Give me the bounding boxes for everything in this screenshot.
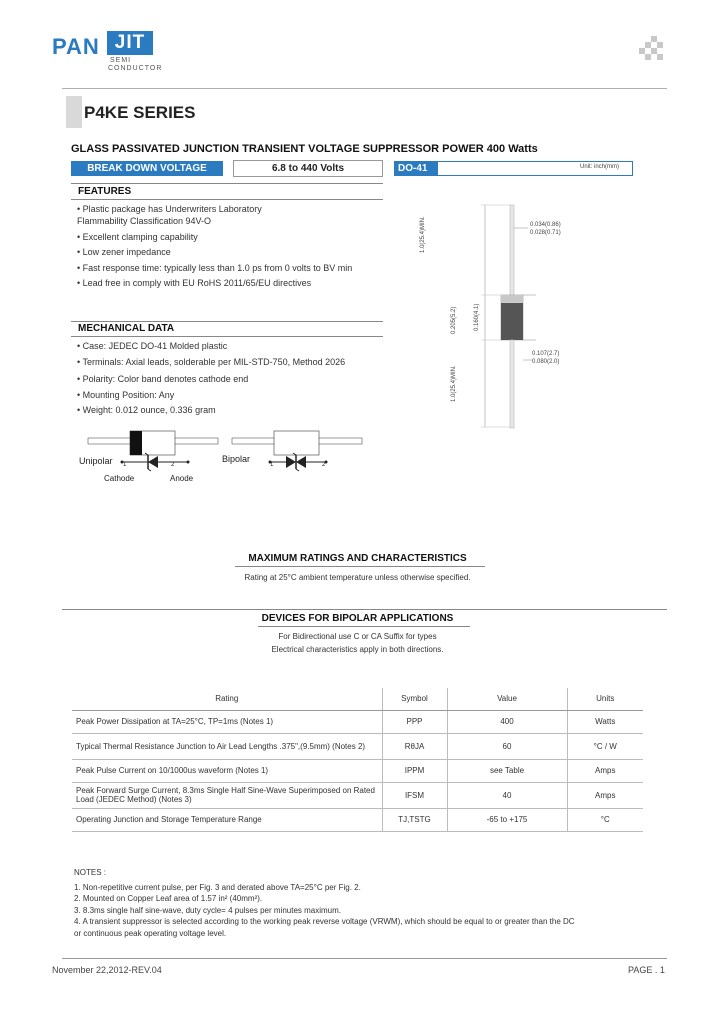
rating-cell: Peak Forward Surge Current, 8.3ms Single Half Sine-Wave Superimposed on Rated Load (JEDEC Method) (Notes 3) bbox=[72, 782, 382, 808]
unit-note: Unit: inch(mm) bbox=[580, 164, 620, 170]
mechanical-rule-top bbox=[71, 321, 383, 322]
table-row bbox=[72, 710, 643, 733]
mechanical-item: • Weight: 0.012 ounce, 0.336 gram bbox=[77, 405, 216, 415]
rating-cell: Peak Power Dissipation at TA=25°C, TP=1ms (Notes 1) bbox=[72, 710, 382, 733]
pin-1b-label: 1 bbox=[270, 462, 274, 468]
value-cell: 60 bbox=[447, 733, 567, 759]
table-row bbox=[72, 759, 643, 782]
dim-body-diameter-2: 0.080(2.0) bbox=[532, 359, 560, 365]
note-item: 2. Mounted on Copper Leaf area of 1.57 in² (40mm²). bbox=[74, 894, 263, 904]
dim-body-length-2: 0.160(4.1) bbox=[474, 303, 480, 331]
ratings-subtitle: Rating at 25°C ambient temperature unless otherwise specified. bbox=[244, 573, 471, 582]
value-cell: 400 bbox=[447, 710, 567, 733]
symbol-cell: RθJA bbox=[382, 733, 447, 759]
bipolar-diode-icon bbox=[268, 452, 328, 472]
mechanical-item: • Case: JEDEC DO-41 Molded plastic bbox=[77, 341, 228, 351]
logo-semi-text: SEMI bbox=[110, 57, 132, 64]
ratings-heading: MAXIMUM RATINGS AND CHARACTERISTICS bbox=[248, 553, 467, 564]
lead-bottom bbox=[510, 340, 514, 428]
footer-rule bbox=[62, 958, 667, 959]
note-item: 4. A transient suppressor is selected according to the working peak reverse voltage (VRWM), which should be equal to or greater than the DC bbox=[74, 917, 575, 927]
value-cell: 40 bbox=[447, 782, 567, 808]
mechanical-heading: MECHANICAL DATA bbox=[78, 323, 175, 334]
bipolar-line-1: For Bidirectional use C or CA Suffix for types bbox=[278, 632, 437, 641]
col-symbol-header: Symbol bbox=[382, 688, 447, 710]
dim-lead-bottom: 1.0(25.4)MIN. bbox=[451, 365, 457, 402]
bipolar-heading-rule bbox=[258, 626, 470, 627]
symbol-cell: IFSM bbox=[382, 782, 447, 808]
rating-cell: Operating Junction and Storage Temperature Range bbox=[72, 808, 382, 831]
col-rating-header: Rating bbox=[72, 688, 382, 710]
feature-item: • Excellent clamping capability bbox=[77, 232, 198, 242]
units-cell: °C / W bbox=[567, 733, 643, 759]
feature-item: • Plastic package has Underwriters Laboratory bbox=[77, 204, 262, 214]
feature-item: Flammability Classification 94V-O bbox=[77, 216, 212, 226]
pin-2b-label: 2 bbox=[322, 462, 326, 468]
ratings-rule bbox=[235, 566, 485, 567]
bipolar-heading: DEVICES FOR BIPOLAR APPLICATIONS bbox=[261, 613, 454, 624]
units-cell: Amps bbox=[567, 759, 643, 782]
checker-decoration-icon bbox=[637, 36, 663, 62]
table-row bbox=[72, 808, 643, 831]
symbol-cell: PPP bbox=[382, 710, 447, 733]
cathode-band bbox=[501, 295, 523, 302]
dim-lead-top: 1.0(25.4)MIN. bbox=[420, 216, 426, 253]
mechanical-item: • Mounting Position: Any bbox=[77, 390, 175, 400]
units-cell: °C bbox=[567, 808, 643, 831]
value-cell: see Table bbox=[447, 759, 567, 782]
mechanical-item: • Terminals: Axial leads, solderable per MIL-STD-750, Method 2026 bbox=[77, 357, 346, 367]
logo-pan-text: PAN bbox=[52, 34, 100, 59]
page-title: P4KE SERIES bbox=[84, 103, 196, 122]
symbol-cell: TJ,TSTG bbox=[382, 808, 447, 831]
notes-heading: NOTES : bbox=[74, 868, 107, 877]
features-rule-bottom bbox=[71, 199, 383, 200]
mechanical-rule-bottom bbox=[71, 336, 383, 337]
rating-cell: Peak Pulse Current on 10/1000us waveform (Notes 1) bbox=[72, 759, 382, 782]
features-rule-top bbox=[71, 183, 383, 184]
notes-block bbox=[74, 867, 575, 940]
revision-date: November 22,2012-REV.04 bbox=[52, 965, 162, 975]
table-header-row bbox=[72, 688, 643, 710]
col-value-header: Value bbox=[447, 688, 567, 710]
package-label: DO-41 bbox=[394, 161, 438, 176]
lead-top bbox=[510, 205, 514, 295]
table-row bbox=[72, 782, 643, 808]
bipolar-rule bbox=[62, 609, 667, 610]
features-heading: FEATURES bbox=[78, 186, 132, 197]
cathode-label: Cathode bbox=[104, 474, 135, 483]
series-marker bbox=[66, 96, 82, 128]
logo-conductor-text: CONDUCTOR bbox=[108, 65, 163, 72]
dim-body-length: 0.205(5.2) bbox=[451, 306, 457, 334]
rating-cell: Typical Thermal Resistance Junction to Air Lead Lengths .375",(9.5mm) (Notes 2) bbox=[72, 733, 382, 759]
feature-item: • Fast response time: typically less than 1.0 ps from 0 volts to BV min bbox=[77, 263, 353, 273]
ratings-table bbox=[72, 688, 643, 832]
dim-lead-diameter-2: 0.028(0.71) bbox=[530, 230, 561, 236]
feature-item: • Low zener impedance bbox=[77, 247, 171, 257]
note-item: 1. Non-repetitive current pulse, per Fig. 3 and derated above TA=25°C per Fig. 2. bbox=[74, 882, 361, 892]
unipolar-label: Unipolar bbox=[79, 456, 113, 466]
col-units-header: Units bbox=[567, 688, 643, 710]
value-cell: -65 to +175 bbox=[447, 808, 567, 831]
anode-label: Anode bbox=[170, 474, 194, 483]
pin-2-label: 2 bbox=[171, 462, 175, 468]
note-item: or continuous peak operating voltage level. bbox=[74, 928, 227, 938]
dim-body-diameter-1: 0.107(2.7) bbox=[532, 351, 560, 357]
breakdown-label: BREAK DOWN VOLTAGE bbox=[71, 161, 223, 176]
mechanical-item: • Polarity: Color band denotes cathode end bbox=[77, 374, 249, 384]
pin-1-label: 1 bbox=[123, 462, 127, 468]
units-cell: Amps bbox=[567, 782, 643, 808]
unipolar-diode-icon bbox=[120, 452, 190, 472]
note-item: 3. 8.3ms single half sine-wave, duty cycle= 4 pulses per minutes maximum. bbox=[74, 905, 342, 915]
product-title: GLASS PASSIVATED JUNCTION TRANSIENT VOLTAGE SUPPRESSOR POWER 400 Watts bbox=[71, 143, 538, 155]
breakdown-value: 6.8 to 440 Volts bbox=[233, 160, 383, 177]
dim-lead-diameter-1: 0.034(0.86) bbox=[530, 222, 561, 228]
diode-body-dark bbox=[501, 303, 523, 340]
table-row bbox=[72, 733, 643, 759]
page-number: PAGE . 1 bbox=[628, 965, 665, 975]
header-rule bbox=[62, 88, 667, 89]
bipolar-label: Bipolar bbox=[222, 454, 251, 464]
bipolar-line-2: Electrical characteristics apply in both directions. bbox=[271, 645, 444, 654]
logo-jit-text: JIT bbox=[107, 31, 153, 55]
feature-item: • Lead free in comply with EU RoHS 2011/65/EU directives bbox=[77, 278, 312, 288]
symbol-cell: IPPM bbox=[382, 759, 447, 782]
units-cell: Watts bbox=[567, 710, 643, 733]
